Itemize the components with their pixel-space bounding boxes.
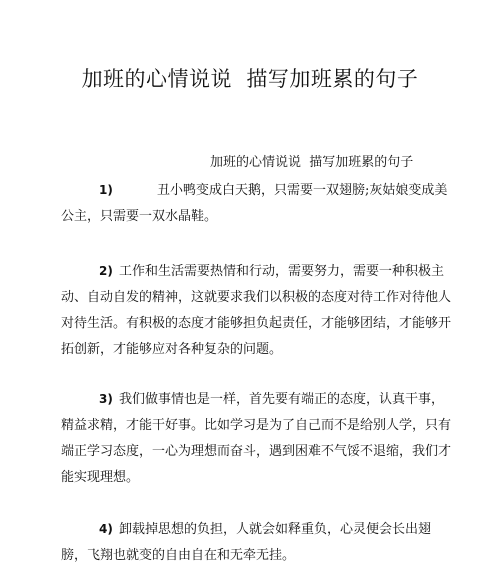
document-subtitle: 加班的心情说说 描写加班累的句子 xyxy=(210,155,414,170)
paragraph-4-text: 卸载掉思想的负担，人就会如释重负，心灵便会长出翅膀，飞翔也就变的自由自在和无牵无挂。 xyxy=(61,522,432,563)
paragraph-2-text: 工作和生活需要热情和行动，需要努力，需要一种积极主动、自动自发的精神，这就要求我们以积极的态度对待工作对待他人对待生活。有积极的态度才能够担负起责任，才能够团结，才能够开拓创新，才能够应对各种复杂的问题。 xyxy=(61,264,452,357)
paragraph-1-number: 1) xyxy=(99,183,113,197)
paragraph-3 xyxy=(61,386,451,491)
paragraph-2 xyxy=(61,258,451,363)
paragraph-1 xyxy=(61,177,451,230)
paragraph-1-text: 丑小鸭变成白天鹅，只需要一双翅膀;灰姑娘变成美公主，只需要一双水晶鞋。 xyxy=(61,183,448,224)
paragraph-3-text: 我们做事情也是一样，首先要有端正的态度，认真干事，精益求精，才能干好事。比如学习是为了自己而不是给别人学，只有端正学习态度，一心为理想而奋斗，遇到困难不气馁不退缩，我们才能实现理想。 xyxy=(61,392,452,485)
paragraph-4-number: 4) xyxy=(99,522,113,536)
document-title: 加班的心情说说 描写加班累的句子 xyxy=(81,67,419,91)
paragraph-2-number: 2) xyxy=(99,264,113,278)
paragraph-3-number: 3) xyxy=(99,392,113,406)
paragraph-4 xyxy=(61,516,451,569)
